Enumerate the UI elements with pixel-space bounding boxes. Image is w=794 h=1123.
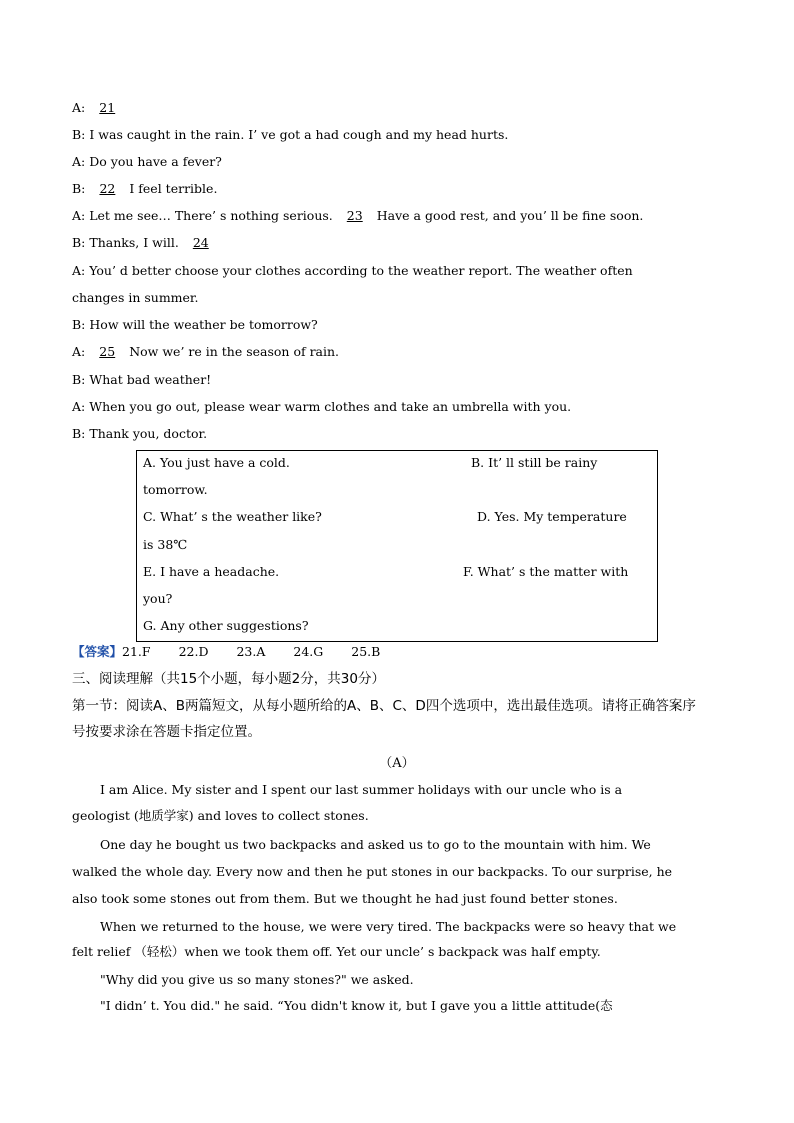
- passage-line: walked the whole day. Every now and then he put stones in our backpacks. To our surprise, he: [72, 864, 673, 879]
- option-e: E. I have a headache.: [143, 564, 280, 579]
- dialogue-line: [72, 154, 222, 170]
- dialogue-line: [72, 344, 339, 360]
- passage-line: "I didn’ t. You did." he said. “You didn't know it, but I gave you a little attitude(态: [100, 998, 613, 1013]
- dialogue-text: When you go out, please wear warm clothes and take an umbrella with you.: [89, 399, 572, 414]
- passage-line: One day he bought us two backpacks and asked us to go to the mountain with him. We: [100, 837, 651, 852]
- dialogue-text: Have a good rest, and you’ ll be fine soon.: [376, 208, 644, 223]
- speaker-label: A:: [72, 154, 86, 169]
- blank-21: 21: [99, 100, 116, 115]
- answer-tag: 【答案】: [72, 644, 123, 659]
- dialogue-line: [72, 127, 508, 143]
- speaker-label: B:: [72, 235, 86, 250]
- blank-24: 24: [192, 235, 209, 250]
- options-box: [136, 450, 658, 642]
- passage-line: also took some stones out from them. But we thought he had just found better stones.: [72, 891, 618, 906]
- speaker-label: B:: [72, 426, 86, 441]
- dialogue-line: [72, 100, 125, 116]
- option-f: F. What’ s the matter with: [463, 564, 629, 579]
- dialogue-text: Thank you, doctor.: [89, 426, 208, 441]
- dialogue-text: Do you have a fever?: [89, 154, 222, 169]
- dialogue-text: Let me see… There’ s nothing serious.: [89, 208, 333, 223]
- section-instruction: 第一节：阅读A、B两篇短文，从每小题所给的A、B、C、D四个选项中，选出最佳选项。请将正确答案序: [72, 698, 696, 714]
- answer-item: 25.B: [351, 644, 381, 659]
- dialogue-line: [72, 399, 571, 415]
- blank-23: 23: [346, 208, 363, 223]
- dialogue-text: How will the weather be tomorrow?: [89, 317, 318, 332]
- dialogue-line: [72, 372, 211, 388]
- option-b: B. It’ ll still be rainy: [471, 455, 598, 470]
- dialogue-text: I feel terrible.: [129, 181, 218, 196]
- answer-item: 24.G: [293, 644, 324, 659]
- dialogue-text: I was caught in the rain. I’ ve got a had cough and my head hurts.: [89, 127, 509, 142]
- speaker-label: B:: [72, 181, 86, 196]
- answer-item: 22.D: [178, 644, 209, 659]
- dialogue-text: Thanks, I will.: [89, 235, 179, 250]
- option-d-continued: is 38℃: [143, 537, 188, 552]
- answer-line: [72, 644, 408, 660]
- passage-line: felt relief （轻松）when we took them off. Yet our uncle’ s backpack was half empty.: [72, 944, 601, 959]
- answer-item: 21.F: [122, 644, 151, 659]
- option-a: A. You just have a cold.: [143, 455, 290, 470]
- passage-label: （A）: [379, 756, 415, 771]
- speaker-label: B:: [72, 372, 86, 387]
- dialogue-text: What bad weather!: [89, 372, 212, 387]
- speaker-label: A:: [72, 263, 86, 278]
- answer-item: 23.A: [236, 644, 266, 659]
- dialogue-text: changes in summer.: [72, 290, 199, 305]
- speaker-label: B:: [72, 317, 86, 332]
- passage-line: When we returned to the house, we were very tired. The backpacks were so heavy that we: [100, 919, 677, 934]
- speaker-label: A:: [72, 100, 86, 115]
- blank-22: 22: [99, 181, 116, 196]
- speaker-label: A:: [72, 344, 86, 359]
- section-title: 三、阅读理解（共15个小题，每小题2分，共30分）: [72, 671, 385, 687]
- passage-line: I am Alice. My sister and I spent our last summer holidays with our uncle who is a: [100, 782, 623, 797]
- section-instruction-continued: 号按要求涂在答题卡指定位置。: [72, 724, 261, 740]
- dialogue-line: [72, 263, 633, 279]
- option-b-continued: tomorrow.: [143, 482, 208, 497]
- dialogue-line: [72, 181, 217, 197]
- dialogue-line: [72, 235, 219, 251]
- dialogue-line: [72, 290, 199, 306]
- dialogue-line: [72, 426, 207, 442]
- speaker-label: A:: [72, 399, 86, 414]
- speaker-label: A:: [72, 208, 86, 223]
- dialogue-line: [72, 317, 318, 333]
- blank-25: 25: [99, 344, 116, 359]
- option-d: D. Yes. My temperature: [477, 509, 627, 524]
- dialogue-text: Now we’ re in the season of rain.: [129, 344, 340, 359]
- option-g: G. Any other suggestions?: [143, 618, 309, 633]
- option-c: C. What’ s the weather like?: [143, 509, 322, 524]
- dialogue-line: [72, 208, 643, 224]
- option-f-continued: you?: [143, 591, 173, 606]
- passage-line: "Why did you give us so many stones?" we asked.: [100, 972, 414, 987]
- dialogue-text: You’ d better choose your clothes according to the weather report. The weather often: [89, 263, 633, 278]
- speaker-label: B:: [72, 127, 86, 142]
- passage-line: geologist (地质学家) and loves to collect stones.: [72, 808, 369, 823]
